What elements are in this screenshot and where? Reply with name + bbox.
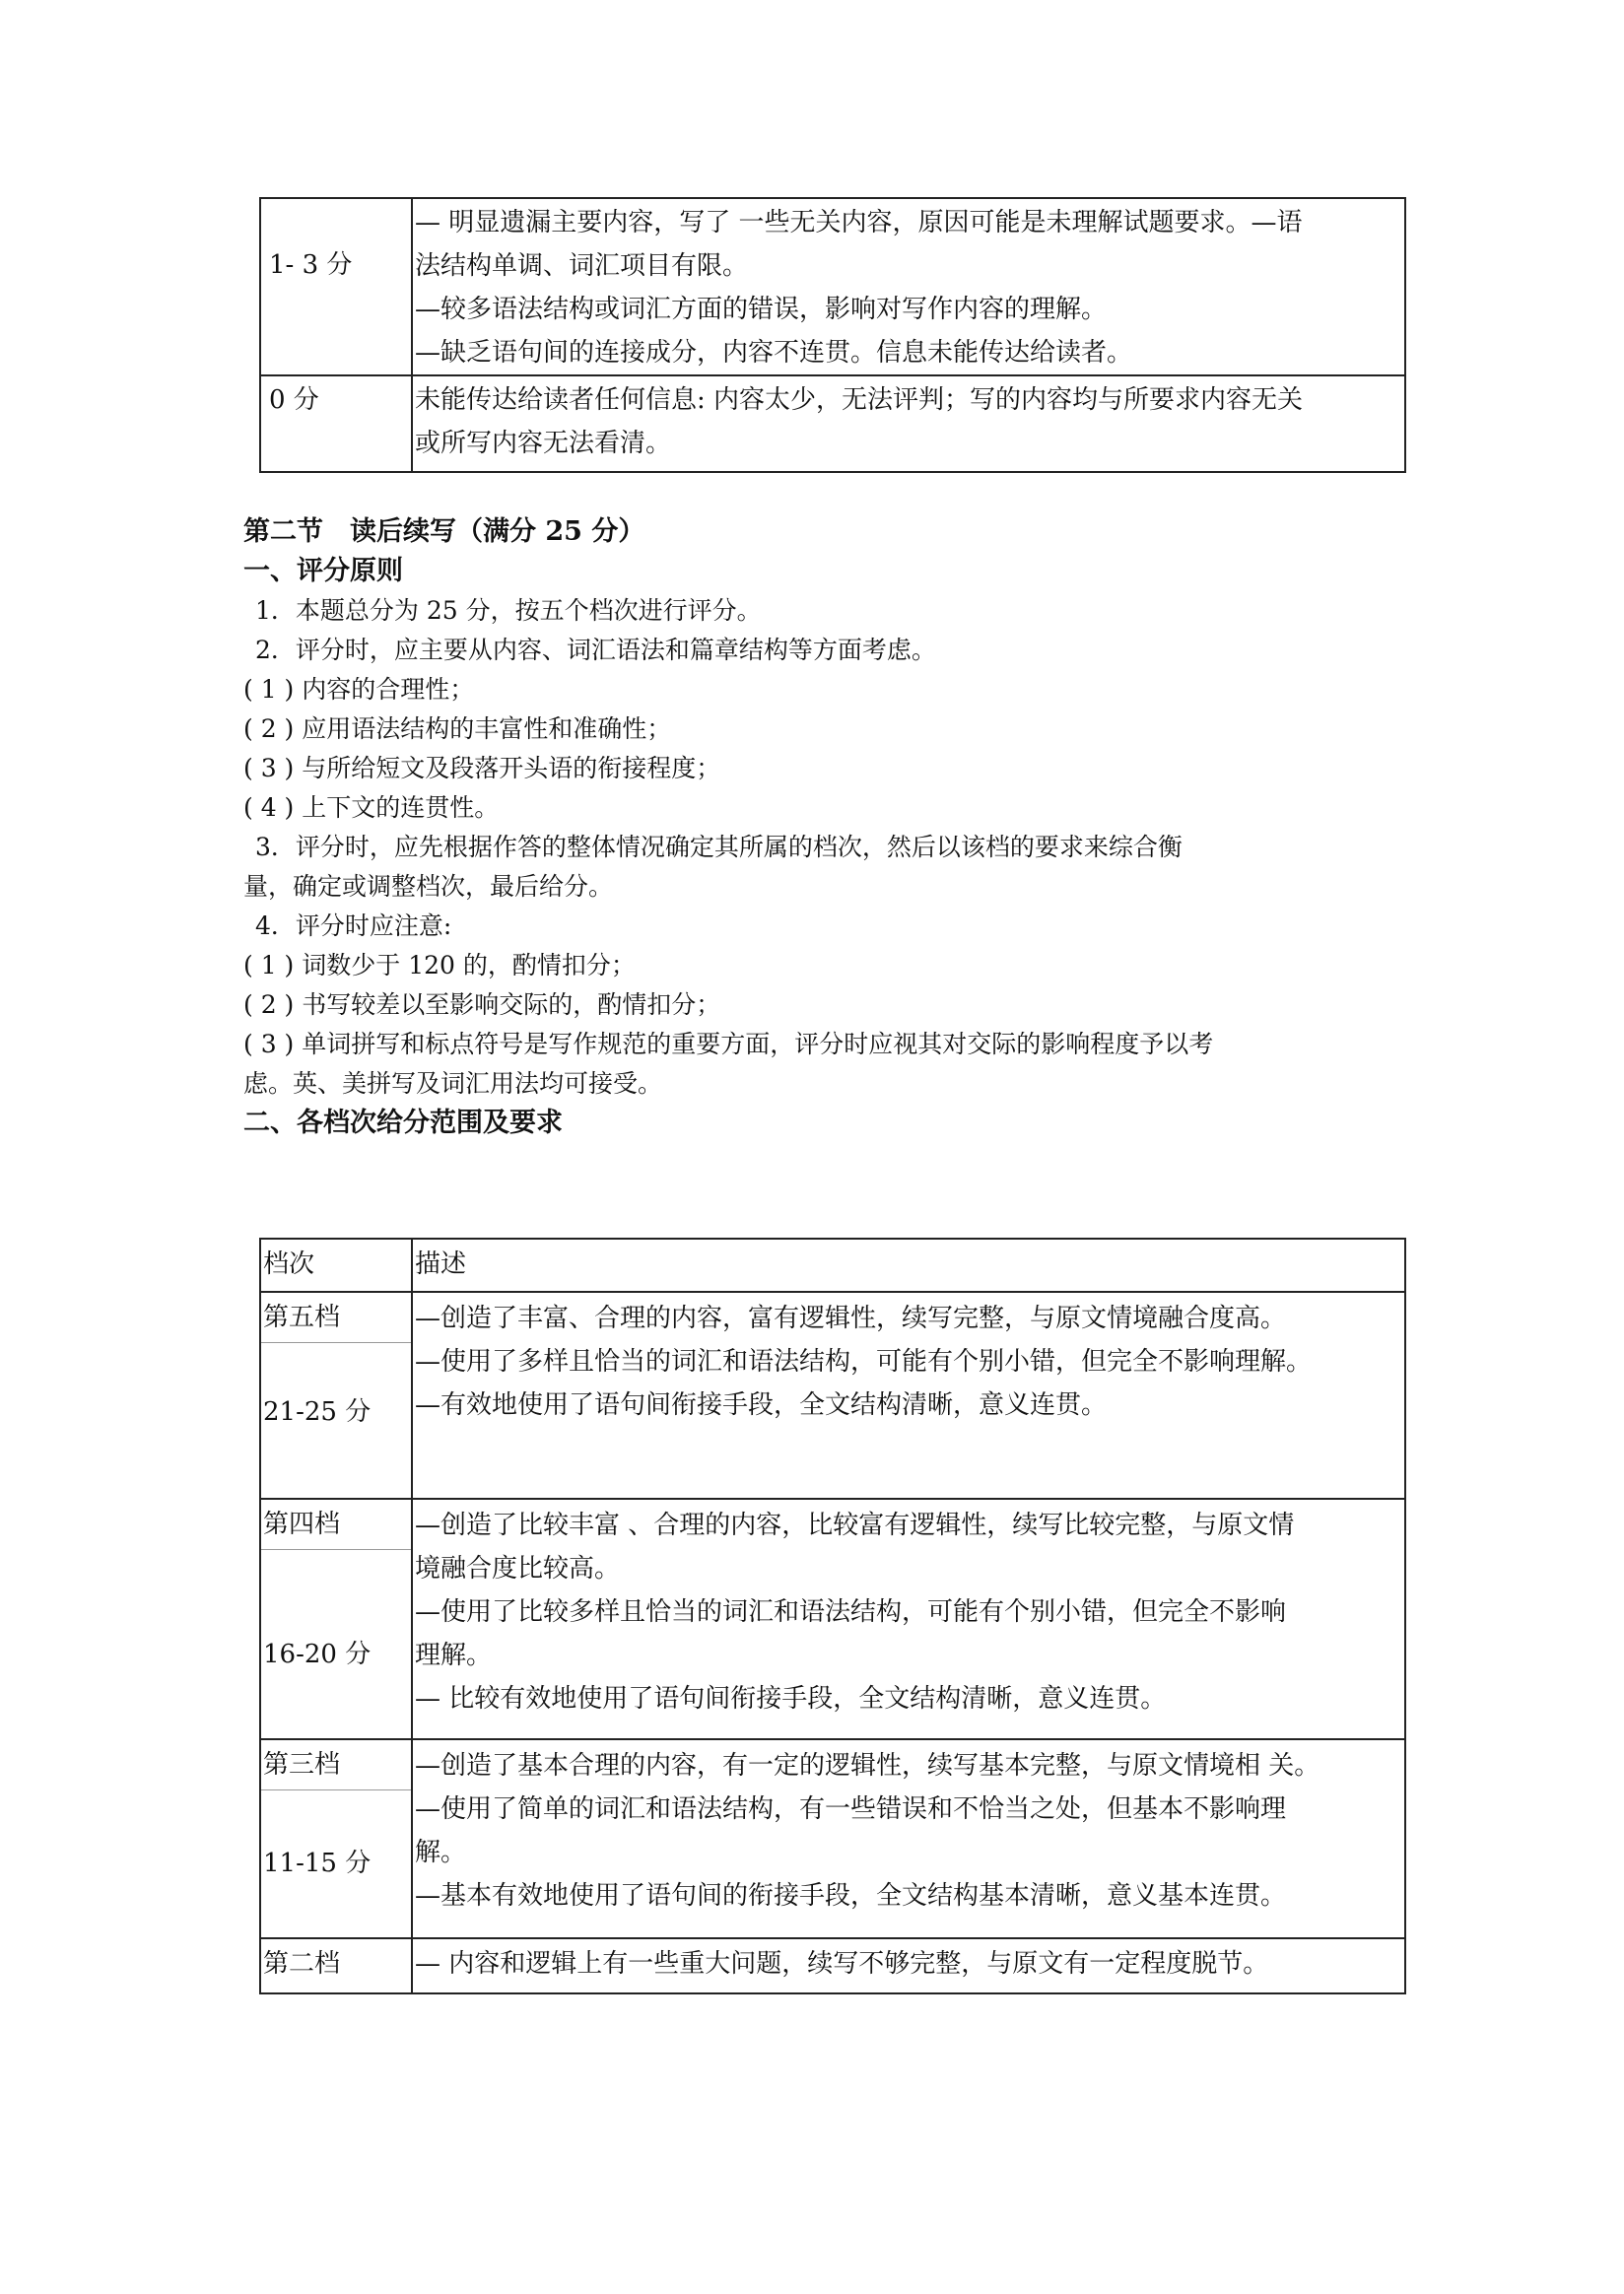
- principle-line: 量，确定或调整档次，最后给分。: [243, 872, 614, 901]
- table-row: [260, 198, 1405, 375]
- level-range: 21-25 分: [263, 1397, 372, 1427]
- description-line: —使用了多样且恰当的词汇和语法结构，可能有个别小错，但完全不影响理解。: [415, 1347, 1313, 1377]
- description-line: —较多语法结构或词汇方面的错误，影响对写作内容的理解。: [415, 295, 1108, 324]
- principle-line: ( 1 ) 词数少于 120 的，酌情扣分；: [243, 951, 636, 979]
- description-cell: [412, 1938, 1405, 1993]
- description-line: —创造了基本合理的内容，有一定的逻辑性，续写基本完整，与原文情境相 关。: [415, 1751, 1320, 1781]
- description-line: 未能传达给读者任何信息: 内容太少，无法评判；写的内容均与所要求内容无关: [415, 385, 1304, 415]
- level-range: 11-15 分: [263, 1849, 372, 1878]
- score-cell: [260, 198, 412, 375]
- table-header-row: [260, 1239, 1405, 1292]
- description-cell: [412, 1499, 1405, 1739]
- description-line: 法结构单调、词汇项目有限。: [415, 251, 749, 281]
- principle-line: ( 3 ) 单词拼写和标点符号是写作规范的重要方面，评分时应视其对交际的影响程度予以考: [243, 1030, 1214, 1058]
- level-name: 第五档: [261, 1293, 411, 1343]
- description-line: 或所写内容无法看清。: [415, 429, 672, 458]
- description-cell: [412, 1292, 1405, 1499]
- description-line: —使用了简单的词汇和语法结构，有一些错误和不恰当之处，但基本不影响理: [415, 1794, 1287, 1824]
- principle-line: 虑。英、美拼写及词汇用法均可接受。: [243, 1069, 663, 1098]
- description-line: — 内容和逻辑上有一些重大问题，续写不够完整，与原文有一定程度脱节。: [415, 1949, 1269, 1979]
- level-cell: [260, 1499, 412, 1739]
- header-cell: [260, 1239, 412, 1292]
- level-range: 16-20 分: [263, 1640, 372, 1669]
- levels-heading: 二、各档次给分范围及要求: [243, 1108, 563, 1138]
- level-cell: [260, 1292, 412, 1499]
- principles-heading: 一、评分原则: [243, 556, 403, 586]
- description-cell: [412, 375, 1405, 472]
- principle-line: ( 1 ) 内容的合理性；: [243, 675, 475, 704]
- description-line: —使用了比较多样且恰当的词汇和语法结构，可能有个别小错，但完全不影响: [415, 1597, 1287, 1627]
- score-label: 0 分: [269, 385, 319, 415]
- table-row: [260, 1292, 1405, 1499]
- principle-line: ( 3 ) 与所给短文及段落开头语的衔接程度；: [243, 754, 721, 782]
- score-label: 1- 3 分: [269, 250, 353, 280]
- table-row: [260, 1499, 1405, 1739]
- table-row: [260, 1938, 1405, 1993]
- principle-line: 4．评分时应注意:: [255, 911, 452, 940]
- scoring-table-levels: [259, 1238, 1406, 1994]
- header-cell: [412, 1239, 1405, 1292]
- principle-line: 3．评分时，应先根据作答的整体情况确定其所属的档次，然后以该档的要求来综合衡: [255, 833, 1183, 861]
- principle-line: ( 4 ) 上下文的连贯性。: [243, 793, 500, 822]
- level-cell: [260, 1938, 412, 1993]
- table-row: [260, 375, 1405, 472]
- table-row: [260, 1739, 1405, 1938]
- description-line: 理解。: [415, 1641, 493, 1670]
- level-name: 第二档: [263, 1949, 341, 1979]
- scoring-table-writing: [259, 197, 1406, 473]
- description-line: —基本有效地使用了语句间的衔接手段，全文结构基本清晰，意义基本连贯。: [415, 1881, 1287, 1911]
- description-line: —缺乏语句间的连接成分，内容不连贯。信息未能传达给读者。: [415, 338, 1133, 368]
- description-line: 解。: [415, 1838, 467, 1867]
- principle-line: ( 2 ) 应用语法结构的丰富性和准确性；: [243, 714, 672, 743]
- description-line: — 明显遗漏主要内容，写了 一些无关内容，原因可能是未理解试题要求。—语: [415, 208, 1303, 237]
- description-line: — 比较有效地使用了语句间衔接手段，全文结构清晰，意义连贯。: [415, 1684, 1167, 1714]
- level-name: 第四档: [261, 1500, 411, 1550]
- description-line: —创造了丰富、合理的内容，富有逻辑性，续写完整，与原文情境融合度高。: [415, 1304, 1287, 1333]
- principle-line: 2．评分时，应主要从内容、词汇语法和篇章结构等方面考虑。: [255, 636, 936, 664]
- description-line: —创造了比较丰富 、合理的内容，比较富有逻辑性，续写比较完整，与原文情: [415, 1511, 1295, 1540]
- description-cell: [412, 198, 1405, 375]
- principle-line: ( 2 ) 书写较差以至影响交际的，酌情扣分；: [243, 990, 721, 1019]
- principle-line: 1．本题总分为 25 分，按五个档次进行评分。: [255, 596, 762, 625]
- continuation-writing-section: [243, 512, 1406, 1143]
- score-cell: [260, 375, 412, 472]
- header-description: 描述: [415, 1249, 467, 1279]
- header-level: 档次: [263, 1249, 315, 1279]
- description-cell: [412, 1739, 1405, 1938]
- description-line: —有效地使用了语句间衔接手段，全文结构清晰，意义连贯。: [415, 1390, 1108, 1420]
- level-name: 第三档: [261, 1740, 411, 1790]
- description-line: 境融合度比较高。: [415, 1554, 621, 1584]
- level-cell: [260, 1739, 412, 1938]
- section-title: 第二节 读后续写（满分 25 分）: [243, 516, 645, 547]
